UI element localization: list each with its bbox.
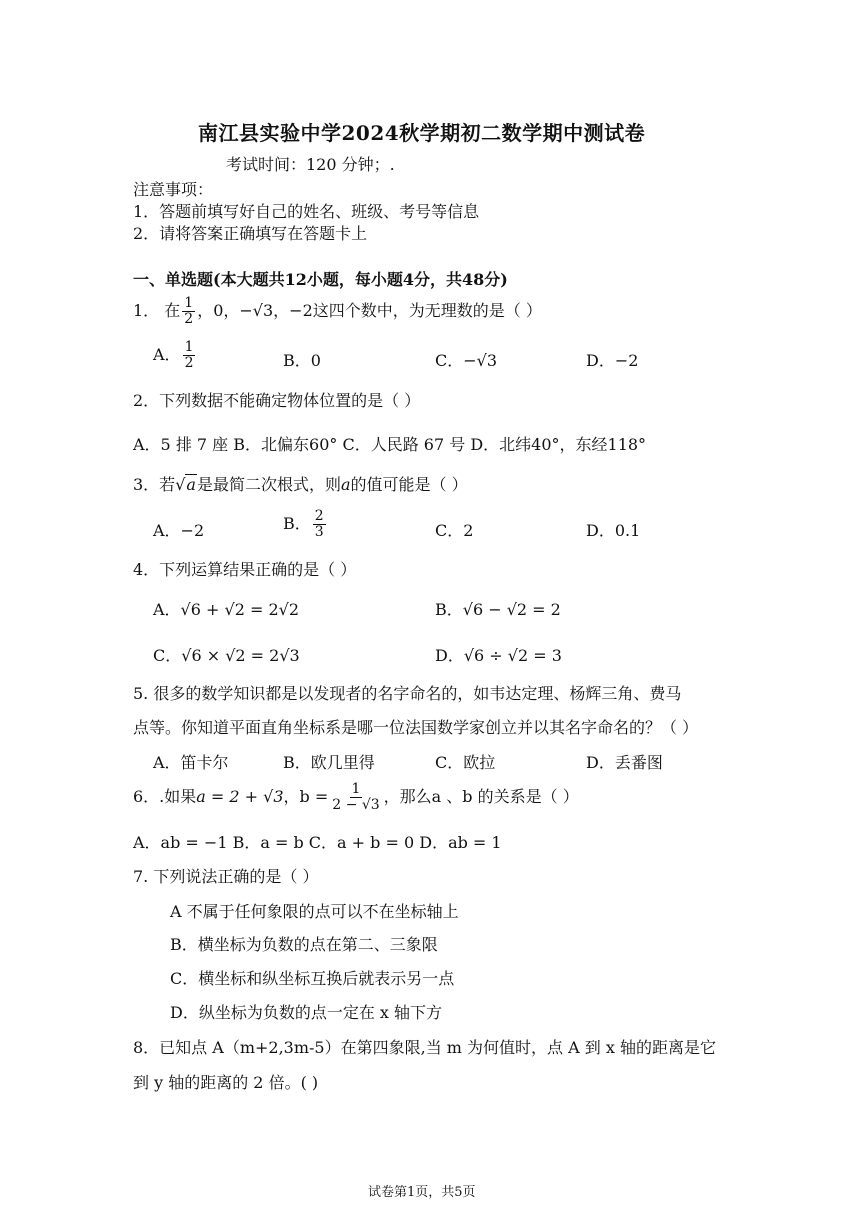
q3-option-b-fraction	[313, 509, 326, 540]
notes-title: 注意事项：	[133, 180, 214, 199]
section-heading: 一、单选题(本大题共12小题，每小题4分，共48分)	[133, 270, 508, 289]
question-8-line1: 8．已知点 A（m+2,3m-5）在第四象限,当 m 为何值时，点 A 到 x 轴的距离是它	[133, 1038, 716, 1057]
q5-option-d: D．丢番图	[586, 753, 663, 772]
q3-mid: 是最简二次根式，则	[196, 475, 341, 494]
question-7-stem: 7. 下列说法正确的是（ ）	[133, 867, 319, 886]
question-6-stem	[133, 782, 579, 813]
q2-options: A．5 排 7 座 B．北偏东60° C．人民路 67 号 D．北纬40°，东经118°	[133, 435, 647, 454]
q1-option-b: B．0	[283, 351, 321, 370]
q3-b-den: 3	[314, 524, 324, 540]
q1-option-a-fraction	[183, 340, 196, 371]
q1-fraction	[182, 296, 195, 327]
q6-prefix: 6．.如果	[133, 787, 197, 806]
q5-option-a: A．笛卡尔	[153, 753, 229, 772]
q1-a-den: 2	[184, 355, 194, 371]
q4-option-b: B．√6 − √2 = 2	[435, 600, 561, 619]
question-4-stem: 4．下列运算结果正确的是（ ）	[133, 560, 357, 579]
q3-option-b	[283, 509, 328, 540]
exam-title: 南江县实验中学2024秋学期初二数学期中测试卷	[198, 121, 646, 145]
q6-b-fraction	[330, 782, 381, 813]
q1-option-a	[153, 340, 197, 371]
q1-option-a-label: A．	[153, 345, 181, 364]
q6-frac-den: 2 − √3	[332, 797, 380, 813]
exam-time: 考试时间：120 分钟；.	[226, 155, 395, 174]
question-2-stem: 2．下列数据不能确定物体位置的是（ ）	[133, 391, 421, 410]
q3-option-a: A．−2	[153, 521, 205, 540]
q3-prefix: 3．若	[133, 475, 176, 494]
q1-option-c: C．−√3	[435, 351, 498, 370]
question-8-line2: 到 y 轴的距离的 2 倍。( )	[133, 1073, 319, 1092]
q7-option-a: A 不属于任何象限的点可以不在坐标轴上	[170, 902, 459, 921]
q3-option-c: C．2	[435, 521, 474, 540]
q3-b-num: 2	[314, 508, 324, 524]
q1-prefix: 1． 在	[133, 301, 181, 320]
q6-options: A．ab = −1 B．a = b C．a + b = 0 D．ab = 1	[133, 833, 502, 852]
q1-a-num: 1	[184, 339, 194, 355]
q3-option-b-label: B．	[283, 514, 311, 533]
question-3-stem	[133, 472, 468, 495]
question-5-line1: 5. 很多的数学知识都是以发现者的名字命名的，如韦达定理、杨辉三角、费马	[133, 684, 682, 703]
q7-option-b: B．横坐标为负数的点在第二、三象限	[170, 935, 438, 954]
q3-option-d: D．0.1	[586, 521, 641, 540]
q5-option-c: C．欧拉	[435, 753, 496, 772]
q5-option-b: B．欧几里得	[283, 753, 375, 772]
q4-option-d: D．√6 ÷ √2 = 3	[435, 646, 562, 665]
q3-radical: √a	[175, 475, 196, 494]
q3-var: a	[340, 475, 351, 494]
q1-rest: ，0，−√3，−2这四个数中，为无理数的是（ ）	[197, 301, 542, 320]
q6-b-label: ，b =	[283, 787, 329, 806]
q4-option-a: A．√6 + √2 = 2√2	[153, 600, 300, 619]
q7-option-c: C．横坐标和纵坐标互换后就表示另一点	[170, 969, 455, 988]
question-5-line2: 点等。你知道平面直角坐标系是哪一位法国数学家创立并以其名字命名的？（ ）	[133, 718, 699, 737]
q1-frac-num: 1	[184, 295, 194, 311]
q4-option-c: C．√6 × √2 = 2√3	[153, 646, 300, 665]
page-footer: 试卷第1页，共5页	[368, 1185, 476, 1200]
q1-option-d: D．−2	[586, 351, 639, 370]
q6-frac-num: 1	[351, 781, 361, 797]
question-1-stem	[133, 296, 542, 327]
q6-tail: ，那么a 、b 的关系是（ ）	[383, 787, 579, 806]
q6-a-expression: a = 2 + √3	[196, 787, 284, 806]
q7-option-d: D．纵坐标为负数的点一定在 x 轴下方	[170, 1003, 443, 1022]
note-item: 2．请将答案正确填写在答题卡上	[133, 224, 368, 243]
q1-frac-den: 2	[184, 311, 194, 327]
note-item: 1．答题前填写好自己的姓名、班级、考号等信息	[133, 202, 480, 221]
q3-tail: 的值可能是（ ）	[350, 475, 468, 494]
q3-radicand: a	[186, 475, 196, 494]
